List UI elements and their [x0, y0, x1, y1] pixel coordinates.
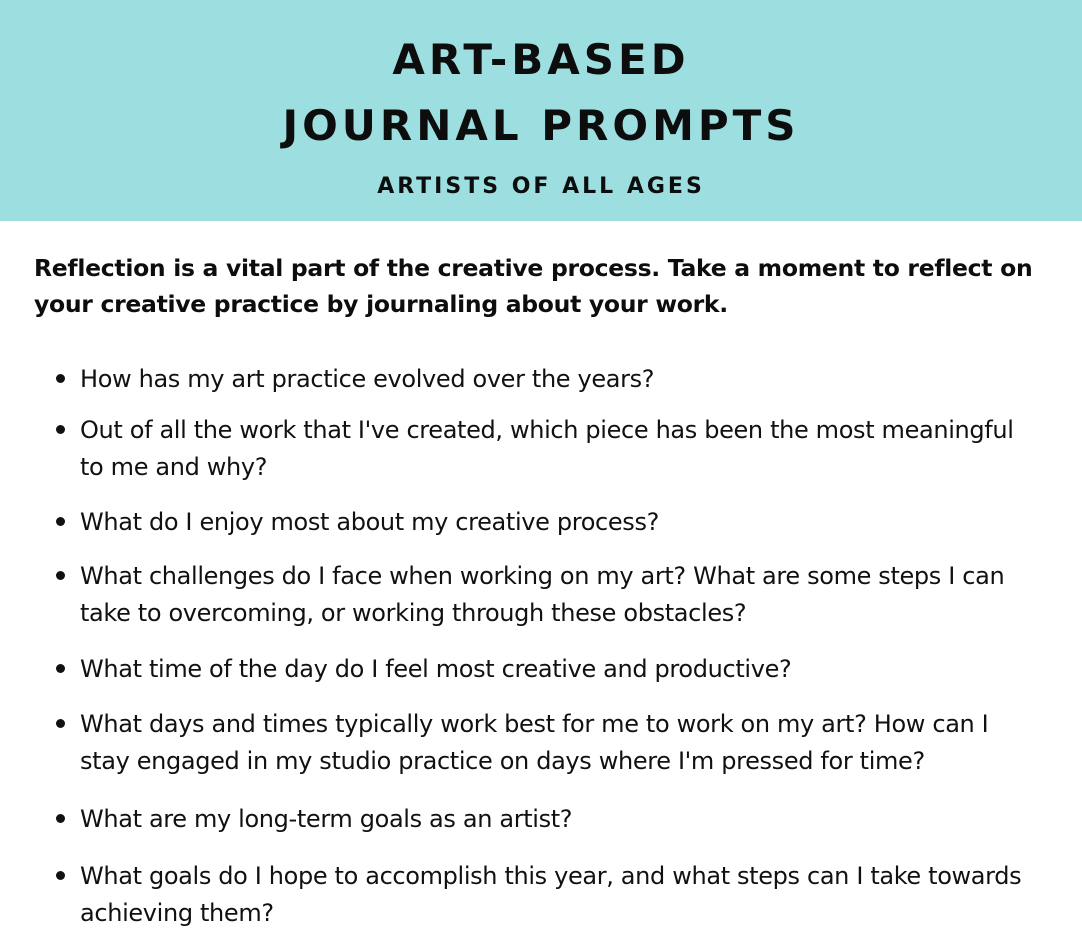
bullet-icon	[56, 719, 65, 728]
prompt-text: How has my art practice evolved over the years?	[80, 365, 655, 393]
bullet-icon	[56, 814, 65, 823]
bullet-icon	[56, 871, 65, 880]
prompt-text: What days and times typically work best for me to work on my art? How can I stay engaged in my studio practice on days where I'm pressed for time?	[80, 710, 989, 775]
page-subtitle: ARTISTS OF ALL AGES	[377, 174, 705, 199]
prompt-text: What are my long-term goals as an artist?	[80, 805, 573, 833]
prompt-text: What time of the day do I feel most creative and productive?	[80, 655, 792, 683]
bullet-icon	[56, 374, 65, 383]
prompt-text: Out of all the work that I've created, which piece has been the most meaningful to me and why?	[80, 416, 1014, 481]
bullet-icon	[56, 571, 65, 580]
page-title-line-2: JOURNAL PROMPTS	[282, 101, 800, 150]
bullet-icon	[56, 425, 65, 434]
prompt-text: What do I enjoy most about my creative process?	[80, 508, 659, 536]
header-banner	[0, 0, 1082, 221]
prompt-text: What goals do I hope to accomplish this year, and what steps can I take towards achieving them?	[80, 862, 1022, 927]
prompt-text: What challenges do I face when working on my art? What are some steps I can take to overcoming, or working through these obstacles?	[80, 562, 1005, 627]
bullet-icon	[56, 517, 65, 526]
bullet-icon	[56, 664, 65, 673]
intro-paragraph: Reflection is a vital part of the creative process. Take a moment to reflect on your creative practice by journaling about your work.	[34, 254, 1033, 318]
page-title-line-1: ART-BASED	[392, 35, 690, 84]
